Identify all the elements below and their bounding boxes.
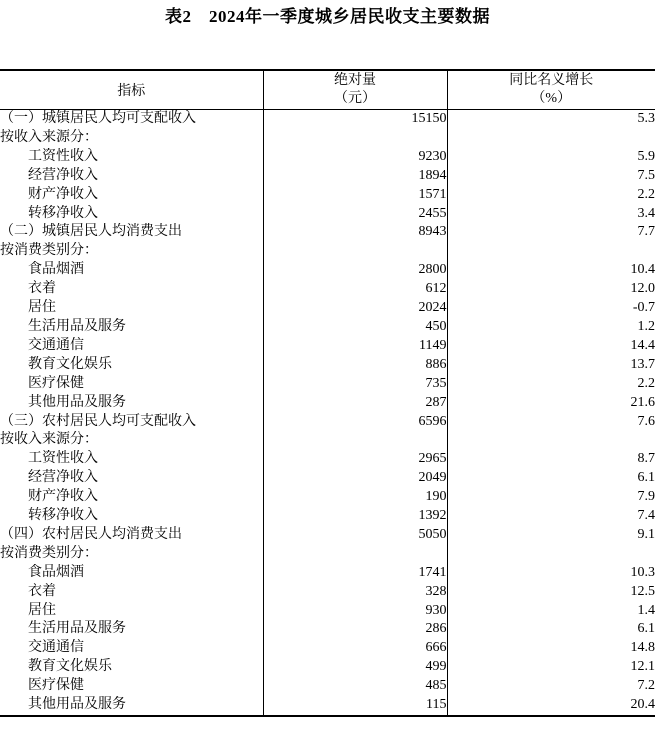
row-indicator-label: 转移净收入	[0, 205, 263, 224]
row-indicator-label: 教育文化娱乐	[0, 658, 263, 677]
table-row	[0, 356, 655, 375]
table-row	[0, 337, 655, 356]
row-indicator-label: 衣着	[0, 280, 263, 299]
row-absolute-value	[263, 129, 447, 148]
row-indicator-label: 转移净收入	[0, 507, 263, 526]
row-growth-value: 7.9	[447, 488, 655, 507]
row-growth-value: 1.2	[447, 318, 655, 337]
table-row	[0, 696, 655, 716]
row-absolute-value: 6596	[263, 413, 447, 432]
table-header-row	[0, 70, 655, 110]
row-indicator-label: 教育文化娱乐	[0, 356, 263, 375]
row-indicator-label: 食品烟酒	[0, 261, 263, 280]
row-growth-value: 12.1	[447, 658, 655, 677]
table-row	[0, 507, 655, 526]
row-indicator-label: 居住	[0, 299, 263, 318]
table-row	[0, 242, 655, 261]
row-growth-value: 7.5	[447, 167, 655, 186]
row-indicator-label: （一）城镇居民人均可支配收入	[0, 110, 263, 129]
row-indicator-label: 工资性收入	[0, 148, 263, 167]
table-row	[0, 299, 655, 318]
row-absolute-value: 287	[263, 394, 447, 413]
row-absolute-value: 886	[263, 356, 447, 375]
row-absolute-value	[263, 431, 447, 450]
column-header-absolute-line2: （元）	[264, 90, 447, 108]
row-growth-value: 21.6	[447, 394, 655, 413]
row-growth-value	[447, 242, 655, 261]
table-row	[0, 205, 655, 224]
row-absolute-value: 1571	[263, 186, 447, 205]
row-absolute-value: 2049	[263, 469, 447, 488]
row-absolute-value: 666	[263, 639, 447, 658]
row-growth-value: 7.2	[447, 677, 655, 696]
row-absolute-value: 2024	[263, 299, 447, 318]
column-header-absolute	[263, 70, 447, 110]
table-row	[0, 318, 655, 337]
row-absolute-value: 9230	[263, 148, 447, 167]
row-indicator-label: 按收入来源分：	[0, 431, 263, 450]
row-absolute-value	[263, 242, 447, 261]
row-indicator-label: 其他用品及服务	[0, 696, 263, 716]
row-indicator-label: （四）农村居民人均消费支出	[0, 526, 263, 545]
row-growth-value	[447, 545, 655, 564]
table-row	[0, 545, 655, 564]
row-absolute-value: 1894	[263, 167, 447, 186]
table-row	[0, 658, 655, 677]
table-row	[0, 186, 655, 205]
table-row	[0, 280, 655, 299]
row-absolute-value: 485	[263, 677, 447, 696]
row-absolute-value: 5050	[263, 526, 447, 545]
row-growth-value: 6.1	[447, 620, 655, 639]
row-indicator-label: 居住	[0, 602, 263, 621]
row-growth-value: 2.2	[447, 375, 655, 394]
row-growth-value: 10.4	[447, 261, 655, 280]
row-growth-value: 2.2	[447, 186, 655, 205]
row-growth-value: 14.8	[447, 639, 655, 658]
row-growth-value	[447, 129, 655, 148]
row-growth-value: 5.3	[447, 110, 655, 129]
row-growth-value: 10.3	[447, 564, 655, 583]
row-absolute-value: 115	[263, 696, 447, 716]
row-absolute-value	[263, 545, 447, 564]
row-indicator-label: 按消费类别分：	[0, 242, 263, 261]
table-row	[0, 620, 655, 639]
row-indicator-label: 经营净收入	[0, 167, 263, 186]
row-growth-value: 14.4	[447, 337, 655, 356]
row-indicator-label: 生活用品及服务	[0, 318, 263, 337]
row-indicator-label: 按收入来源分：	[0, 129, 263, 148]
table-row	[0, 488, 655, 507]
table-row	[0, 129, 655, 148]
table-row	[0, 564, 655, 583]
table-row	[0, 167, 655, 186]
row-growth-value: -0.7	[447, 299, 655, 318]
table-row	[0, 639, 655, 658]
row-absolute-value: 735	[263, 375, 447, 394]
row-growth-value: 1.4	[447, 602, 655, 621]
row-growth-value: 6.1	[447, 469, 655, 488]
document-page	[0, 6, 655, 717]
table-row	[0, 431, 655, 450]
table-row	[0, 223, 655, 242]
row-absolute-value: 1392	[263, 507, 447, 526]
row-growth-value: 5.9	[447, 148, 655, 167]
row-indicator-label: 生活用品及服务	[0, 620, 263, 639]
row-indicator-label: 交通通信	[0, 337, 263, 356]
table-row	[0, 526, 655, 545]
table-row	[0, 148, 655, 167]
table-row	[0, 469, 655, 488]
row-indicator-label: 交通通信	[0, 639, 263, 658]
column-header-indicator: 指标	[0, 70, 263, 110]
row-indicator-label: 衣着	[0, 583, 263, 602]
row-indicator-label: 其他用品及服务	[0, 394, 263, 413]
row-indicator-label: 按消费类别分：	[0, 545, 263, 564]
row-growth-value: 20.4	[447, 696, 655, 716]
table-title: 表2 2024年一季度城乡居民收支主要数据	[0, 6, 655, 28]
column-header-absolute-line1: 绝对量	[264, 72, 447, 90]
table-row	[0, 261, 655, 280]
row-growth-value: 7.7	[447, 223, 655, 242]
row-growth-value: 9.1	[447, 526, 655, 545]
row-indicator-label: 财产净收入	[0, 488, 263, 507]
row-absolute-value: 328	[263, 583, 447, 602]
row-absolute-value: 450	[263, 318, 447, 337]
row-growth-value: 8.7	[447, 450, 655, 469]
stats-table	[0, 69, 655, 717]
column-header-growth-line1: 同比名义增长	[448, 72, 655, 90]
row-indicator-label: （二）城镇居民人均消费支出	[0, 223, 263, 242]
row-absolute-value: 2800	[263, 261, 447, 280]
row-absolute-value: 930	[263, 602, 447, 621]
table-row	[0, 394, 655, 413]
row-growth-value: 12.0	[447, 280, 655, 299]
row-indicator-label: （三）农村居民人均可支配收入	[0, 413, 263, 432]
table-row	[0, 450, 655, 469]
table-row	[0, 413, 655, 432]
table-row	[0, 375, 655, 394]
table-row	[0, 602, 655, 621]
row-growth-value	[447, 431, 655, 450]
row-indicator-label: 医疗保健	[0, 375, 263, 394]
row-absolute-value: 1149	[263, 337, 447, 356]
row-indicator-label: 经营净收入	[0, 469, 263, 488]
table-row	[0, 583, 655, 602]
row-absolute-value: 190	[263, 488, 447, 507]
row-absolute-value: 8943	[263, 223, 447, 242]
row-absolute-value: 2455	[263, 205, 447, 224]
row-indicator-label: 医疗保健	[0, 677, 263, 696]
table-row	[0, 677, 655, 696]
column-header-growth	[447, 70, 655, 110]
row-growth-value: 7.6	[447, 413, 655, 432]
row-growth-value: 13.7	[447, 356, 655, 375]
row-growth-value: 12.5	[447, 583, 655, 602]
row-absolute-value: 499	[263, 658, 447, 677]
row-indicator-label: 工资性收入	[0, 450, 263, 469]
table-row	[0, 110, 655, 129]
column-header-growth-line2: （%）	[448, 90, 655, 108]
row-indicator-label: 财产净收入	[0, 186, 263, 205]
row-absolute-value: 15150	[263, 110, 447, 129]
row-absolute-value: 2965	[263, 450, 447, 469]
row-growth-value: 3.4	[447, 205, 655, 224]
row-growth-value: 7.4	[447, 507, 655, 526]
row-absolute-value: 286	[263, 620, 447, 639]
row-absolute-value: 1741	[263, 564, 447, 583]
row-absolute-value: 612	[263, 280, 447, 299]
row-indicator-label: 食品烟酒	[0, 564, 263, 583]
